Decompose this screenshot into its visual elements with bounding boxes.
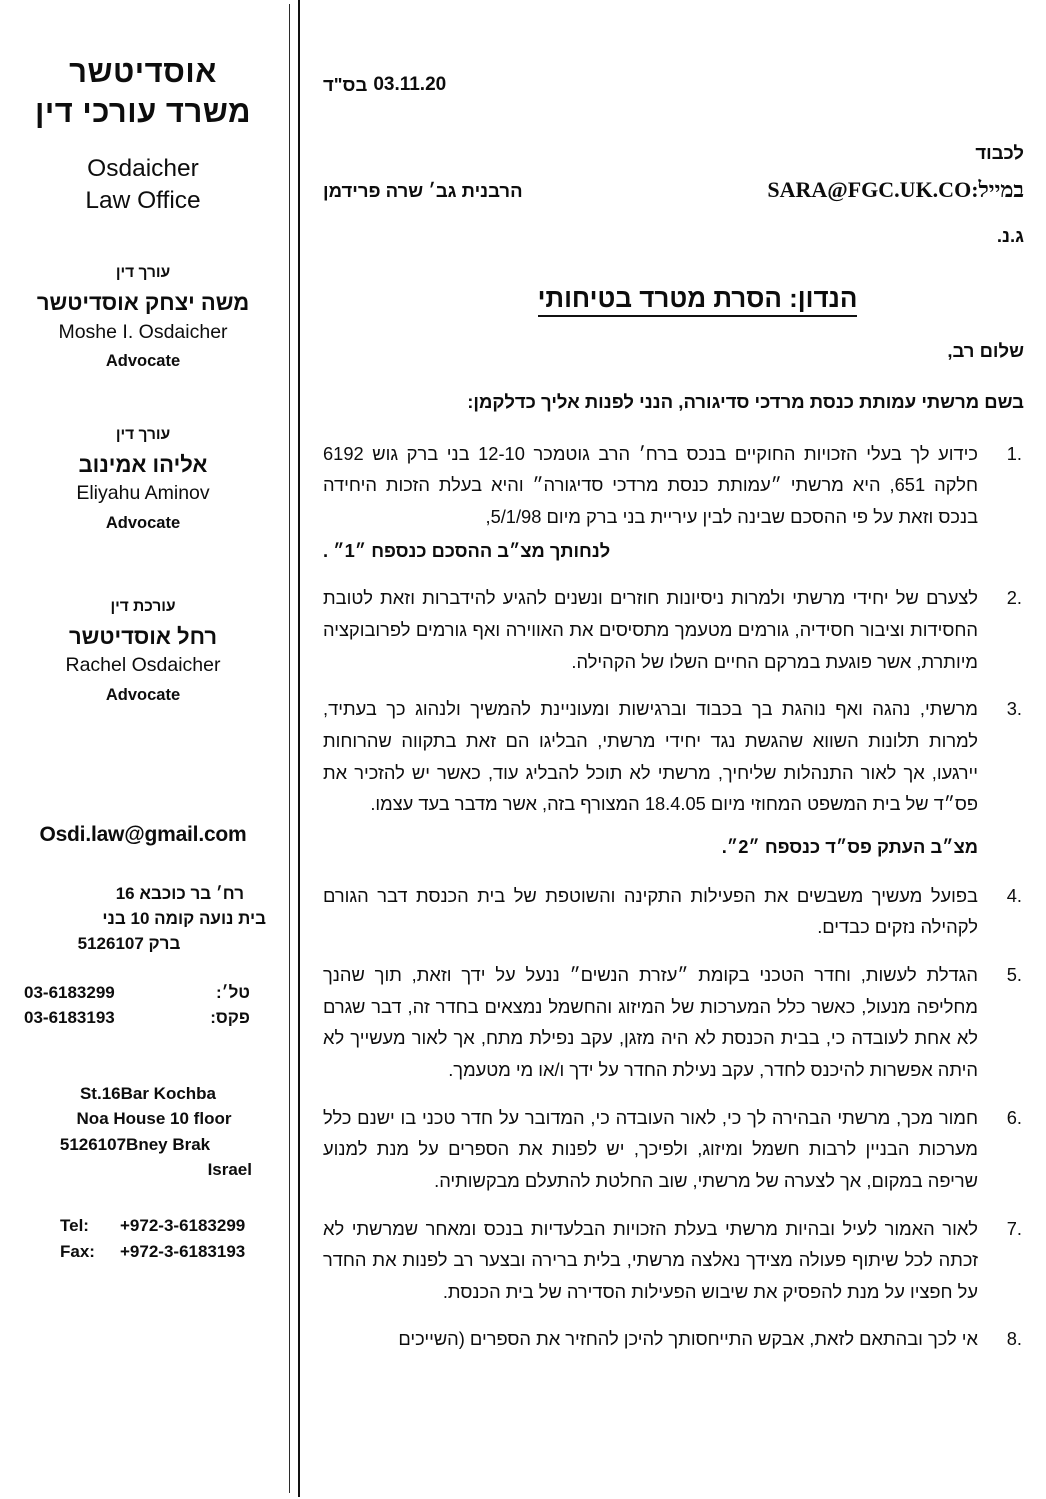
letter-subject bbox=[323, 283, 1024, 314]
clause-number: 8. bbox=[1006, 1328, 1022, 1350]
attorney-entry bbox=[10, 423, 276, 533]
recipient-row bbox=[323, 177, 1024, 203]
recipient-email-line[interactable] bbox=[757, 177, 1024, 203]
phone-row-hebrew bbox=[24, 980, 250, 1006]
firm-phones-english bbox=[10, 1213, 276, 1265]
attorney-name-english: Moshe I. Osdaicher bbox=[58, 320, 228, 343]
fax-value-english: +972-3-6183193 bbox=[120, 1241, 246, 1261]
clause-number: 4. bbox=[1006, 884, 1022, 906]
clause-text: הגדלת לעשות, וחדר הטכני בקומת ״עזרת הנשים״ ננעל על ידך וזאת, תוך שהנך מחליפה מנעול, כאשר כלל המערכות של המיזוג והחשמל נמצאים בחדר זה, דבר שגרם לא אחת לעובדה כי, בבית הכנסת לא היה מזגן, עקב נפילת מתח, אך לאור מעשייך לא היתה אפשרות להיכנס לחדר, עקב נעילת החדר על ידך ו/או מי מטעמך. bbox=[323, 964, 978, 1080]
clause-item bbox=[323, 1213, 1024, 1308]
recipient-name: הרבנית גב׳ שרה פרידמן bbox=[323, 180, 523, 201]
attorney-name-hebrew: אליהו אמינוב bbox=[78, 452, 208, 478]
clause-text: חמור מכך, מרשתי הבהירה לך כי, לאור העובדה כי, המדובר על חדר טכני בו ישנם כלל מערכות הבניין לרבות חשמל ומיזוג, ולפיכך, יש לפנות את הספרים על מנת למנוע שריפה במקום, אך לצערה של מרשתי, שוב החלטת להתעלם מבקשותיה. bbox=[323, 1106, 978, 1191]
phone-label-english: Tel: bbox=[60, 1215, 89, 1235]
clause-number: 7. bbox=[1006, 1217, 1022, 1239]
fax-label-hebrew: פקס: bbox=[210, 1008, 250, 1028]
clause-number: 5. bbox=[1006, 964, 1022, 986]
clause-text: מרשתי, נהגה ואף נוהגת בך בכבוד וברגישות ומעוניינת להמשיך ולנהוג כך בעתיד, למרות תלונות השווא שהגשת נגד יחידי מרשתי, הבליגו הם זאת בתקווה שהרוחות יירגעו, אך לאור התנהלות שליחיך, מרשתי לא תוכל להבליג עוד, כאשר יש להזכיר את פס״ד של בית המשפט המחוזי מיום 18.4.05 המצורף בזה, אשר מדבר בעד עצמו. bbox=[323, 698, 978, 815]
address-english-line4: Israel bbox=[207, 1160, 252, 1180]
recipient-email-address[interactable]: SARA@FGC.UK.CO bbox=[767, 177, 972, 202]
attorney-role-english: Advocate bbox=[105, 685, 181, 704]
attorney-entry bbox=[10, 595, 276, 705]
firm-name-hebrew bbox=[10, 52, 276, 131]
address-hebrew-line1: רח׳ בר כוכבא 16 bbox=[115, 883, 244, 903]
clause-item bbox=[323, 1323, 1024, 1355]
firm-name-english-line2: Law Office bbox=[85, 187, 201, 215]
fax-row-hebrew bbox=[24, 1005, 250, 1031]
clause-text: כידוע לך בעלי הזכויות החוקיים בנכס ברח׳ הרב גוטמכר 12-10 בני ברק גוש 6192 חלקה 651, היא מרשתי ״עמותת כנסת מרדכי סדיגורה״ והיא בעלת הזכות היחידה בנכס וזאת על פי ההסכם שבינה לבין עיריית בני ברק מיום 5/1/98, bbox=[323, 442, 978, 528]
letter-header-row bbox=[323, 74, 1024, 96]
letter-greeting: שלום רב, bbox=[947, 340, 1024, 361]
letter-subject-text: הנדון: הסרת מטרד בטיחותי bbox=[538, 283, 858, 317]
letter-body bbox=[305, 0, 1046, 1499]
clause-text: בפועל מעשיך משבשים את הפעילות התקינה והשוטפת של בית הכנסת דבר הגורם לקהילה נזקים כבדים. bbox=[323, 884, 978, 938]
bsd-heading: בס"ד bbox=[323, 74, 368, 95]
phone-value-english: +972-3-6183299 bbox=[120, 1215, 246, 1235]
salutation-abbrev: ג.נ. bbox=[996, 225, 1024, 246]
firm-address-english bbox=[10, 1081, 276, 1183]
letterhead-sidebar bbox=[0, 0, 286, 1499]
attorney-role-hebrew: עורך דין bbox=[115, 264, 171, 282]
clause-item bbox=[323, 880, 1024, 943]
phone-value-hebrew: 03-6183299 bbox=[24, 982, 115, 1002]
firm-name-hebrew-line1: אוסדיטשר bbox=[69, 54, 217, 89]
firm-phones-hebrew bbox=[10, 980, 276, 1031]
column-divider-thick bbox=[298, 0, 300, 1497]
clause-number: 1. bbox=[1006, 442, 1022, 464]
attorney-entry bbox=[10, 261, 276, 371]
clause-text: לאור האמור לעיל ובהיות מרשתי בעלת הזכויות הבלעדיות בנכס ומאחר שמרשתי לא זכתה לכל שיתוף פעולה מצידך נאלצה מרשתי, בלית ברירה ובצער רב לפנות את החדר על חפציו על מנת להפסיק את שיבוש הפעילות הסדירה של בית הכנסת. bbox=[323, 1217, 978, 1302]
clause-number: 6. bbox=[1006, 1106, 1022, 1128]
firm-name-hebrew-line2: משרד עורכי דין bbox=[34, 93, 251, 129]
attorney-role-hebrew: עורכת דין bbox=[110, 597, 176, 615]
attorney-name-hebrew: רחל אוסדיטשר bbox=[68, 623, 218, 649]
firm-email[interactable]: Osdi.law@gmail.com bbox=[39, 822, 247, 846]
firm-address-hebrew bbox=[10, 881, 276, 956]
email-label: במייל: bbox=[971, 177, 1024, 202]
attorney-role-hebrew: עורך דין bbox=[115, 425, 171, 443]
address-english-line1: St.16Bar Kochba bbox=[79, 1083, 217, 1103]
clause-item bbox=[323, 438, 1024, 567]
recipient-label: לכבוד bbox=[975, 142, 1024, 163]
clause-item bbox=[323, 1102, 1024, 1197]
attachment-note: מצ״ב העתק פס״ד כנספח ״2״. bbox=[721, 835, 978, 857]
clause-text: אי לכך ובהתאם לזאת, אבקש התייחסותך להיכן להחזיר את הספרים (השייכים bbox=[398, 1328, 978, 1350]
clause-text: לצערם של יחידי מרשתי ולמרות ניסיונות חוזרים ונשנים להגיע להידברות וזאת לטובת החסידות וציבור חסידיה, גורמים מטעמך מתסיסים את האווירה ואף גורמים לפרובוקציה מיותרת, אשר פוגעת במרקם החיים השלו של הקהילה. bbox=[323, 587, 978, 672]
clause-item bbox=[323, 582, 1024, 677]
firm-name-english-line1: Osdaicher bbox=[87, 155, 199, 183]
clause-item bbox=[323, 693, 1024, 820]
attorney-role-english: Advocate bbox=[105, 351, 181, 370]
fax-row-english bbox=[60, 1239, 262, 1265]
column-divider-thin bbox=[289, 4, 290, 1493]
fax-label-english: Fax: bbox=[60, 1241, 95, 1261]
phone-label-hebrew: טל׳: bbox=[216, 982, 250, 1002]
phone-row-english bbox=[60, 1213, 262, 1239]
address-hebrew-line3: ברק 5126107 bbox=[77, 933, 181, 953]
address-english-line3: 5126107Bney Brak bbox=[59, 1134, 211, 1154]
fax-value-hebrew: 03-6183193 bbox=[24, 1008, 115, 1028]
numbered-clause-list-continued bbox=[323, 880, 1024, 1355]
address-hebrew-line2: בית נועה קומה 10 בני bbox=[102, 908, 266, 928]
attorney-role-english: Advocate bbox=[105, 513, 181, 532]
clause-number: 3. bbox=[1006, 698, 1022, 720]
firm-name-english bbox=[10, 153, 276, 217]
letter-date: 03.11.20 bbox=[373, 74, 447, 95]
attorney-name-english: Rachel Osdaicher bbox=[65, 654, 221, 677]
clause-item bbox=[323, 959, 1024, 1086]
attorney-name-english: Eliyahu Aminov bbox=[76, 482, 210, 505]
numbered-clause-list bbox=[323, 438, 1024, 820]
clause-number: 2. bbox=[1006, 587, 1022, 609]
attorney-name-hebrew: משה יצחק אוסדיטשר bbox=[36, 290, 250, 316]
letter-intro: בשם מרשתי עמותת כנסת מרדכי סדיגורה, הנני לפנות אליך כדלקמן: bbox=[467, 391, 1024, 412]
clause-emphasis: לנחותך מצ״ב ההסכם כנספח ״1״ . bbox=[323, 539, 611, 561]
address-english-line2: Noa House 10 floor bbox=[76, 1109, 232, 1129]
